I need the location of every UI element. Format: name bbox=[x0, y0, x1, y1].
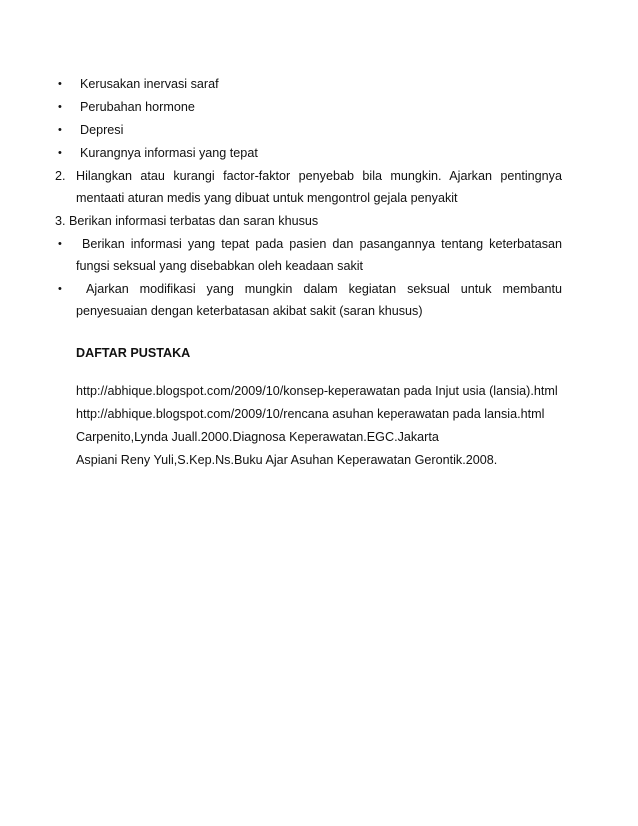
bullet-item: Kerusakan inervasi saraf bbox=[80, 77, 219, 91]
bullet-marker: • bbox=[58, 101, 62, 113]
reference-item: http://abhique.blogspot.com/2009/10/rencana asuhan keperawatan pada lansia.html bbox=[76, 407, 545, 421]
bullet-marker: • bbox=[58, 147, 62, 159]
reference-item: http://abhique.blogspot.com/2009/10/konsep-keperawatan pada Injut usia (lansia).html bbox=[76, 384, 558, 398]
bullet-marker: • bbox=[58, 78, 62, 90]
paragraph-line: mentaati aturan medis yang dibuat untuk mengontrol gejala penyakit bbox=[76, 191, 458, 205]
paragraph-line: Berikan informasi yang tepat pada pasien dan pasangannya tentang keterbatasan bbox=[82, 237, 562, 251]
bullet-marker: • bbox=[58, 283, 62, 295]
paragraph-line: fungsi seksual yang disebabkan oleh keadaan sakit bbox=[76, 259, 364, 273]
reference-item: Carpenito,Lynda Juall.2000.Diagnosa Keperawatan.EGC.Jakarta bbox=[76, 430, 439, 444]
paragraph-line: Ajarkan modifikasi yang mungkin dalam kegiatan seksual untuk membantu bbox=[86, 282, 562, 296]
bullet-item: Perubahan hormone bbox=[80, 100, 195, 114]
bullet-marker: • bbox=[58, 124, 62, 136]
reference-item: Aspiani Reny Yuli,S.Kep.Ns.Buku Ajar Asuhan Keperawatan Gerontik.2008. bbox=[76, 453, 498, 467]
references-heading: DAFTAR PUSTAKA bbox=[76, 346, 191, 360]
paragraph-line: Hilangkan atau kurangi factor-faktor penyebab bila mungkin. Ajarkan pentingnya bbox=[76, 169, 562, 183]
list-item-heading: 3. Berikan informasi terbatas dan saran khusus bbox=[55, 214, 319, 228]
list-number: 2. bbox=[55, 169, 66, 183]
bullet-item: Kurangnya informasi yang tepat bbox=[80, 146, 258, 160]
paragraph-line: penyesuaian dengan keterbatasan akibat sakit (saran khusus) bbox=[76, 304, 423, 318]
bullet-item: Depresi bbox=[80, 123, 124, 137]
bullet-marker: • bbox=[58, 238, 62, 250]
